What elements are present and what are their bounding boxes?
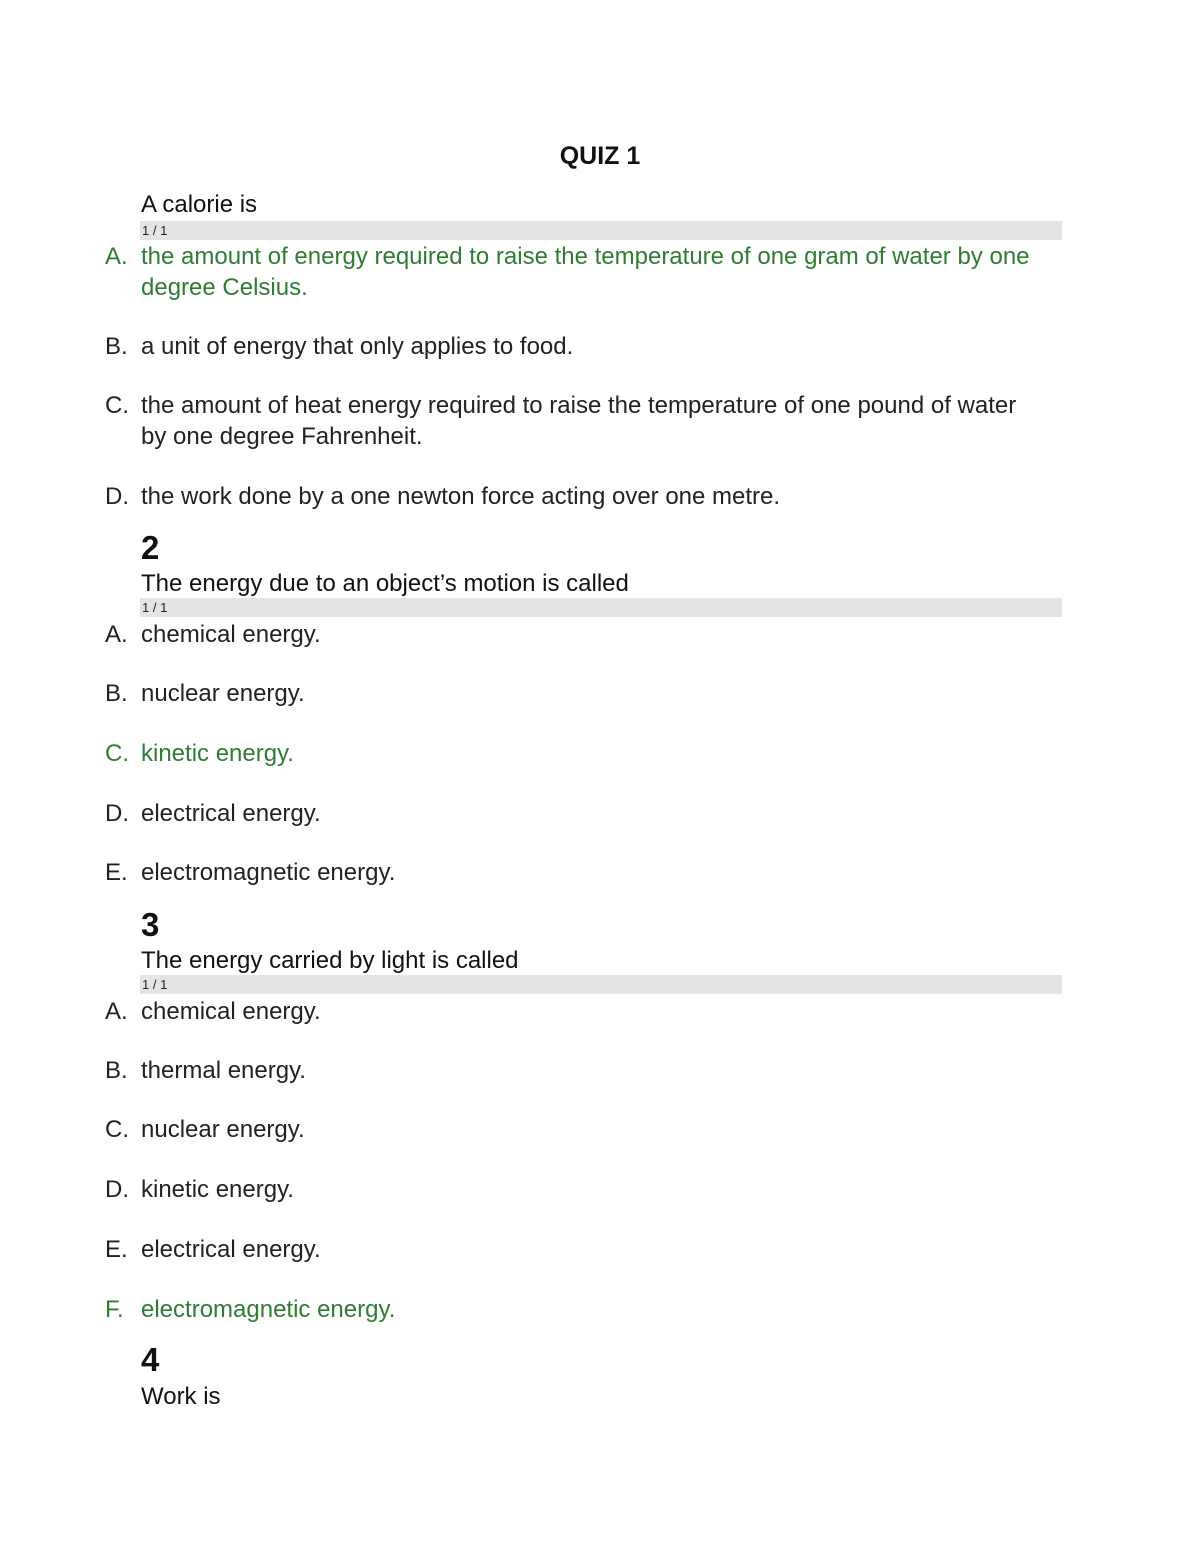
question-2-text: The energy due to an object’s motion is called <box>141 570 629 597</box>
option-letter: D. <box>105 483 129 510</box>
question-3-option-f[interactable] <box>105 1294 1045 1325</box>
option-letter: D. <box>105 800 129 827</box>
option-letter: B. <box>105 1057 128 1084</box>
option-letter: A. <box>105 243 128 270</box>
option-text: kinetic energy. <box>141 740 294 767</box>
option-text: nuclear energy. <box>141 1116 305 1143</box>
question-3-score: 1 / 1 <box>142 977 168 992</box>
question-2-option-a[interactable] <box>105 619 1045 650</box>
option-letter: C. <box>105 1116 129 1143</box>
option-text: the amount of heat energy required to raise the temperature of one pound of water by one degree Fahrenheit. <box>141 392 1017 450</box>
option-letter: B. <box>105 680 128 707</box>
option-letter: E. <box>105 859 128 886</box>
question-1-option-a[interactable] <box>105 241 1045 303</box>
question-1-text: A calorie is <box>141 191 258 218</box>
question-3-option-c[interactable] <box>105 1114 1045 1145</box>
question-3-score-bar <box>140 975 1062 994</box>
option-text: the amount of energy required to raise the temperature of one gram of water by one degree Celsius. <box>141 243 1030 301</box>
question-3-option-e[interactable] <box>105 1234 1045 1265</box>
question-4-number: 4 <box>141 1341 160 1378</box>
question-3-number: 3 <box>141 906 160 943</box>
page-title: QUIZ 1 <box>559 142 641 170</box>
option-letter: A. <box>105 998 128 1025</box>
question-1-score-bar <box>140 221 1062 240</box>
question-2-score: 1 / 1 <box>142 600 168 615</box>
question-2-option-e[interactable] <box>105 857 1045 888</box>
option-letter: A. <box>105 621 128 648</box>
option-text: electromagnetic energy. <box>141 1296 396 1323</box>
option-text: nuclear energy. <box>141 680 305 707</box>
option-letter: C. <box>105 392 129 419</box>
option-text: electrical energy. <box>141 800 321 827</box>
option-text: thermal energy. <box>141 1057 306 1084</box>
option-text: electromagnetic energy. <box>141 859 396 886</box>
question-3-option-d[interactable] <box>105 1174 1045 1205</box>
option-text: chemical energy. <box>141 998 321 1025</box>
option-text: the work done by a one newton force acting over one metre. <box>141 483 781 510</box>
option-letter: C. <box>105 740 129 767</box>
question-1-option-c[interactable] <box>105 390 1045 452</box>
question-1-score: 1 / 1 <box>142 223 168 238</box>
question-1-option-b[interactable] <box>105 331 1045 362</box>
option-text: chemical energy. <box>141 621 321 648</box>
question-3-text: The energy carried by light is called <box>141 947 519 974</box>
option-text: electrical energy. <box>141 1236 321 1263</box>
option-letter: D. <box>105 1176 129 1203</box>
question-1-option-d[interactable] <box>105 481 1045 512</box>
option-letter: E. <box>105 1236 128 1263</box>
question-2-score-bar <box>140 598 1062 617</box>
question-3-option-b[interactable] <box>105 1055 1045 1086</box>
option-text: a unit of energy that only applies to food. <box>141 333 574 360</box>
option-letter: F. <box>105 1296 124 1323</box>
option-text: kinetic energy. <box>141 1176 294 1203</box>
question-2-option-d[interactable] <box>105 798 1045 829</box>
option-letter: B. <box>105 333 128 360</box>
question-4-text: Work is <box>141 1383 221 1410</box>
question-3-option-a[interactable] <box>105 996 1045 1027</box>
question-2-option-b[interactable] <box>105 678 1045 709</box>
question-2-option-c[interactable] <box>105 738 1045 769</box>
question-2-number: 2 <box>141 529 160 566</box>
